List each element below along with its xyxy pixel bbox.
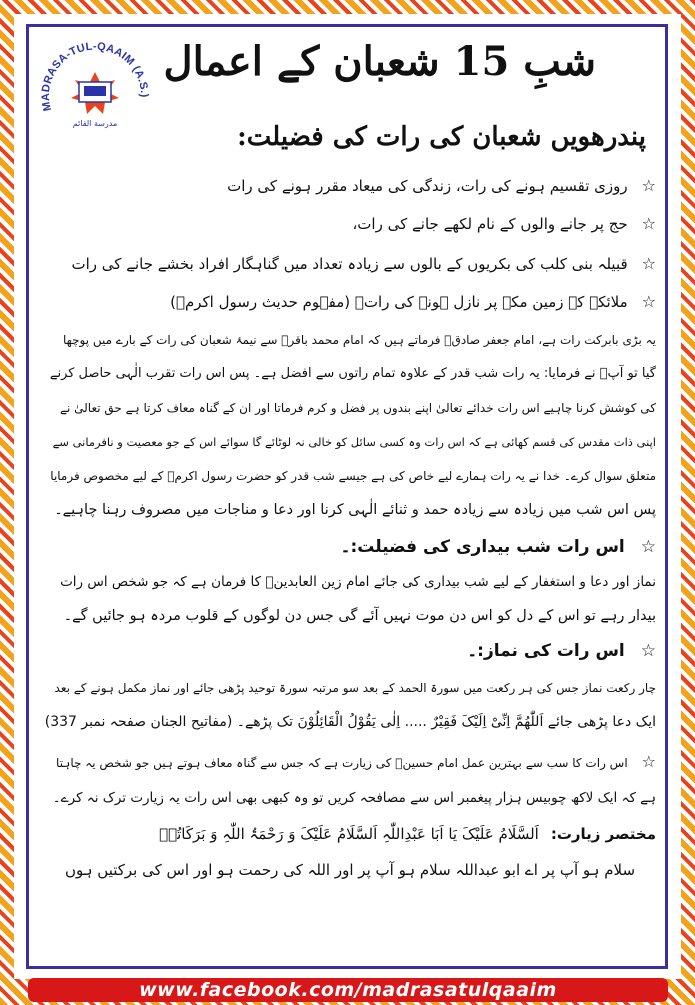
- paragraph-line: ایک دعا پڑھی جائے اَللّٰھُمَّ اِنِّیْ اِلَیْکَ فَقِیْرٌ ..... اِلٰی یَقُوْلُ الْقَائِلُوْنَ تک پڑھے۔ (مفاتیح الجنان صفحہ نمبر 337): [44, 714, 656, 730]
- poster-content: [38, 34, 656, 959]
- paragraph-line: کی کوشش کرنا چاہیے اس رات خدائے تعالیٰ اپنے بندوں پر فضل و کرم فرماتا اور ان کے گناہ معاف کرتا ہے حق تعالیٰ نے: [59, 401, 656, 415]
- star-icon: ☆: [641, 752, 656, 771]
- virtue-item: ☆حج پر جانے والوں کے نام لکھے جانے کی رات،: [352, 214, 656, 233]
- star-icon: ☆: [641, 176, 656, 195]
- paragraph-line: پس اس شب میں زیادہ سے زیادہ حمد و ثنائے الٰہی کرنا اور دعا و مناجات میں مصروف رہنا چاہیے۔: [54, 502, 656, 518]
- virtue-item: ☆قبیلہ بنی کلب کی بکریوں کے بالوں سے زیادہ تعداد میں گناہگار افراد بخشے جانے کی رات: [71, 254, 656, 273]
- paragraph-line: یہ بڑی بابرکت رات ہے، امام جعفر صادقؑ فرماتے ہیں کہ امام محمد باقرؑ سے نیمۂ شعبان کی رات کے بارے میں پوچھا: [62, 333, 656, 347]
- arabic-ziyarat-text: اَلسَّلَامُ عَلَیْکَ یَا اَبَا عَبْدِاللّٰہِ اَلسَّلَامُ عَلَیْکَ وَ رَحْمَۃُ اللّٰہِ وَ بَرَکَاتُہٗ: [159, 825, 539, 843]
- logo-urdu-text: مدرسة القائم: [72, 119, 118, 128]
- ziyarat-item: ☆اس رات کا سب سے بہترین عمل امام حسینؑ کی زیارت ہے کہ جس سے گناہ معاف ہوتے ہیں جو شخص یہ چاہتا: [56, 752, 656, 771]
- star-icon: ☆: [641, 214, 656, 233]
- ziyarat-translation: سلام ہو آپ پر اے ابو عبداللہ سلام ہو آپ پر اور اللہ کی رحمت ہو اور اس کی برکتیں ہوں: [64, 861, 636, 879]
- short-ziyarat-label: مختصر زیارت:: [550, 825, 656, 843]
- section-heading-virtue: پندرھویں شعبان کی رات کی فضیلت:: [237, 122, 646, 152]
- paragraph-line: چار رکعت نماز جس کی ہر رکعت میں سورۃ الحمد کے بعد سو مرتبہ سورۃ توحید پڑھی جائے اور نماز مکمل ہونے کے بعد: [54, 681, 656, 695]
- logo-text: MADRASA-TUL-QAAIM (A.S.): [40, 40, 150, 113]
- section-heading-vigil: ☆اس رات شب بیداری کی فضیلت:۔: [340, 537, 656, 557]
- madrasa-logo: [40, 34, 150, 134]
- paragraph-line: گیا تو آپؑ نے فرمایا: یہ رات شب قدر کے علاوہ تمام راتوں سے افضل ہے۔ پس اس رات تقرب الٰہی حاصل کرنے: [49, 366, 656, 381]
- star-icon: ☆: [641, 254, 656, 273]
- logo-emblem-icon: [40, 34, 150, 134]
- short-ziyarat-line: [44, 824, 656, 844]
- paragraph-line: بیدار رہے تو اس کے دل کو اس دن موت نہیں آئے گی جس دن لوگوں کے قلوب مردہ ہو جائیں گے۔: [63, 608, 656, 624]
- facebook-url-link[interactable]: www.facebook.com/madrasatulqaaim: [139, 979, 557, 1001]
- section-heading-prayer: ☆اس رات کی نماز:۔: [467, 641, 656, 661]
- virtue-item: ☆ملائکہ کے زمین مکہ پر نازل ہونے کی رات۔ (مفہوم حدیث رسول اکرمؐ): [170, 292, 656, 311]
- footer-banner[interactable]: [28, 978, 668, 1002]
- paragraph-line: ہے کہ ایک لاکھ چوبیس ہزار پیغمبر اس سے مصافحہ کریں تو وہ کبھی بھی اس رات یہ زیارت ترک نہ کرے۔: [52, 790, 656, 806]
- star-icon: ☆: [640, 641, 656, 661]
- star-icon: ☆: [641, 292, 656, 311]
- paragraph-line: متعلق سوال کرے۔ خدا نے یہ رات ہمارے لیے خاص کی ہے جیسے شب قدر کو حضرت رسول اکرمؐ کے لیے مخصوص فرمایا: [50, 469, 656, 483]
- paragraph-line: نماز اور دعا و استغفار کے لیے شب بیداری کی جائے امام زین العابدینؑ کا فرمان ہے کہ جو شخص اس رات: [60, 574, 656, 590]
- page-title: شبِ 15 شعبان کے اعمال: [163, 38, 596, 85]
- star-icon: ☆: [640, 537, 656, 557]
- virtue-item: ☆روزی تقسیم ہونے کی رات، زندگی کی میعاد مقرر ہونے کی رات: [227, 176, 656, 195]
- paragraph-line: اپنی ذات مقدس کی قسم کھائی ہے کہ اس رات وہ کسی سائل کو خالی نہ لوٹائے گا سوائے اس کے جو معصیت و نافرمانی سے: [52, 435, 656, 449]
